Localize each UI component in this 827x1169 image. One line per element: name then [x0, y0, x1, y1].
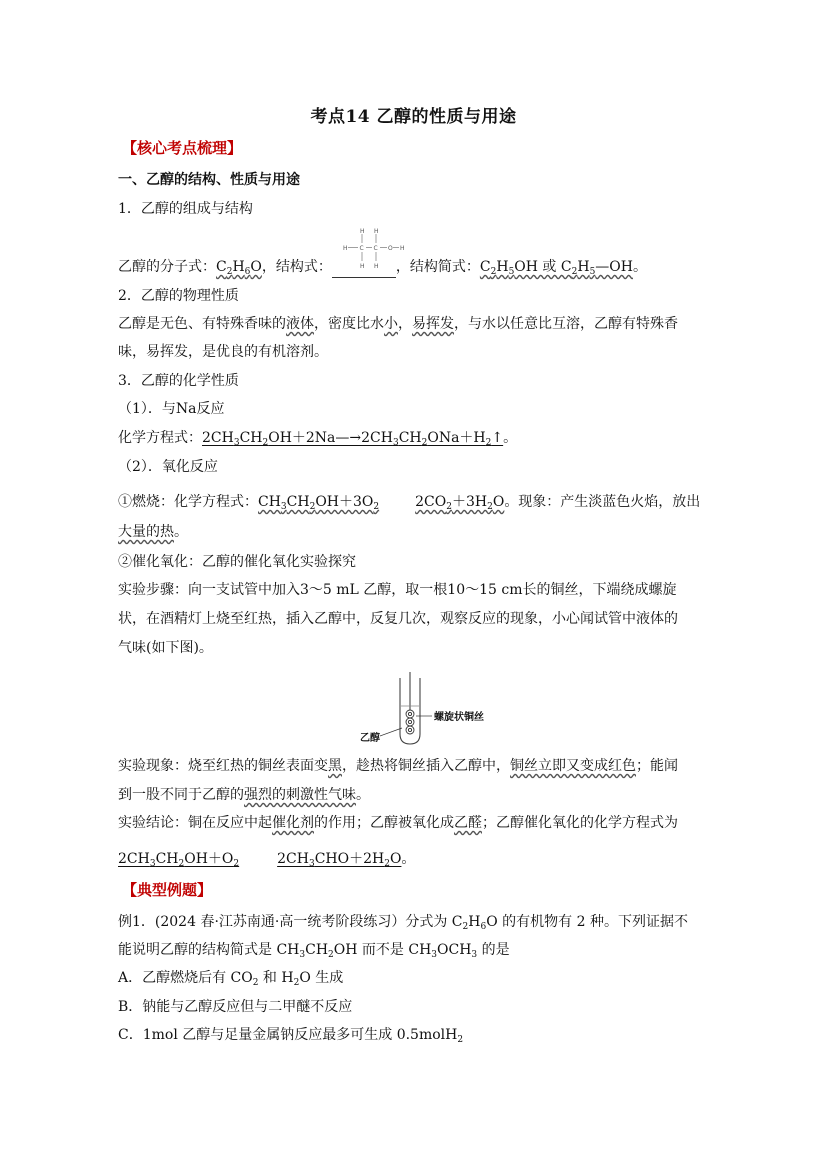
subsection-3-heading: 3．乙醇的化学性质 — [118, 373, 239, 389]
page-title: 考点14 乙醇的性质与用途 — [310, 107, 517, 127]
combustion-reactants: $CH_3CH_2OH+3O_2$ — [258, 494, 380, 512]
physical-properties-line-1: 乙醇是无色、有特殊香味的液体，密度比水小，易挥发，与水以任意比互溶，乙醇有特殊香 — [118, 316, 678, 332]
answer-liquid: 液体 — [286, 316, 314, 332]
catalytic-oxidation-heading: ②催化氧化：乙醇的催化氧化实验探究 — [118, 554, 356, 570]
answer-volatile: 易挥发 — [412, 316, 454, 332]
conclusion-line: 实验结论：铜在反应中起催化剂的作用；乙醇被氧化成乙醛；乙醇催化氧化的化学方程式为 — [118, 815, 678, 831]
steps-line-3: 气味(如下图)。 — [118, 640, 213, 656]
svg-text:H: H — [400, 245, 405, 252]
answer-catalyst: 催化剂 — [272, 815, 314, 831]
ethanol-label: 乙醇 — [360, 733, 380, 744]
svg-text:H: H — [343, 245, 348, 252]
option-c: C．1mol 乙醇与足量金属钠反应最多可生成 0.5molH$_2$ — [118, 1027, 464, 1045]
svg-text:H: H — [360, 228, 365, 235]
oxidation-heading: （2）．氧化反应 — [118, 459, 218, 475]
answer-heat: 大量的热 — [118, 524, 174, 540]
example-1-line-1: 例1．(2024 春·江苏南通·高一统考阶段练习）分式为 $C_2H_6O$ 的有机物有 2 种。下列证据不 — [118, 914, 688, 932]
catalytic-reactants: $2CH_3CH_2OH+O_2$ — [118, 851, 240, 869]
reaction-with-na-heading: （1）．与Na反应 — [118, 401, 225, 417]
option-a: A．乙醇燃烧后有 $CO_2$ 和 $H_2O$ 生成 — [118, 970, 344, 988]
answer-black: 黑 — [328, 758, 342, 774]
example-header: 【典型例题】 — [122, 881, 213, 899]
steps-line-1: 实验步骤：向一支试管中加入3～5 mL 乙醇，取一根10～15 cm长的铜丝，下端绕成螺旋 — [118, 582, 677, 598]
option-b: B．钠能与乙醇反应但与二甲醚不反应 — [118, 999, 353, 1015]
formula-line: 乙醇的分子式：$C_2H_6O$，结构式： ，结构简式：$C_2H_5OH$ 或 $C_2H_5—OH$。 — [118, 259, 647, 277]
answer-turn-red: 铜丝立即又变成红色 — [510, 758, 636, 774]
example-1-line-2: 能说明乙醇的结构简式是 $CH_3CH_2OH$ 而不是 $CH_3OCH_3$ 的是 — [118, 942, 510, 960]
na-equation: $2CH_3CH_2OH+2Na—\to 2CH_3CH_2ONa+H_2↑$ — [202, 430, 504, 448]
steps-line-2: 状，在酒精灯上烧至红热，插入乙醇中，反复几次，观察反应的现象，小心闻试管中液体的 — [118, 611, 678, 627]
svg-text:O: O — [388, 245, 393, 252]
simple-formula: $C_2H_5OH$ 或 $C_2H_5—OH$ — [479, 259, 633, 277]
core-points-header: 【核心考点梳理】 — [122, 139, 243, 157]
svg-text:H: H — [360, 263, 365, 270]
section-1-title: 一、乙醇的结构、性质与用途 — [118, 172, 300, 188]
answer-pungent-smell: 强烈的刺激性气味 — [244, 787, 356, 803]
na-equation-line: 化学方程式：$2CH_3CH_2OH+2Na—\to 2CH_3CH_2ONa+H_2↑$。 — [118, 430, 518, 448]
svg-text:H: H — [374, 228, 379, 235]
combustion-line-2: 大量的热。 — [118, 524, 188, 540]
structural-formula-blank — [332, 257, 396, 278]
svg-text:C: C — [359, 245, 364, 252]
catalytic-products: $2CH_3CHO+2H_2O$ — [277, 851, 402, 869]
svg-text:H: H — [374, 263, 379, 270]
svg-text:C: C — [373, 245, 378, 252]
physical-properties-line-2: 味，易挥发，是优良的有机溶剂。 — [118, 344, 328, 360]
answer-small: 小 — [384, 316, 398, 332]
combustion-line: ①燃烧：化学方程式：$CH_3CH_2OH+3O_2$ $2CO_2+3H_2O$。现象：产生淡蓝色火焰，放出 — [118, 494, 701, 512]
phenomenon-line-1: 实验现象：烧至红热的铜丝表面变黑，趁热将铜丝插入乙醇中，铜丝立即又变成红色；能闻 — [118, 758, 678, 774]
answer-acetaldehyde: 乙醛 — [454, 815, 482, 831]
catalytic-equation-line: $2CH_3CH_2OH+O_2$ $2CH_3CHO+2H_2O$。 — [118, 851, 416, 869]
phenomenon-line-2: 到一股不同于乙醇的强烈的刺激性气味。 — [118, 787, 370, 803]
combustion-products: $2CO_2+3H_2O$ — [415, 494, 505, 512]
copper-coil-label: 螺旋状铜丝 — [434, 712, 484, 723]
subsection-1-heading: 1．乙醇的组成与结构 — [118, 201, 253, 217]
molecular-formula: $C_2H_6O$ — [216, 259, 262, 277]
subsection-2-heading: 2．乙醇的物理性质 — [118, 288, 239, 304]
